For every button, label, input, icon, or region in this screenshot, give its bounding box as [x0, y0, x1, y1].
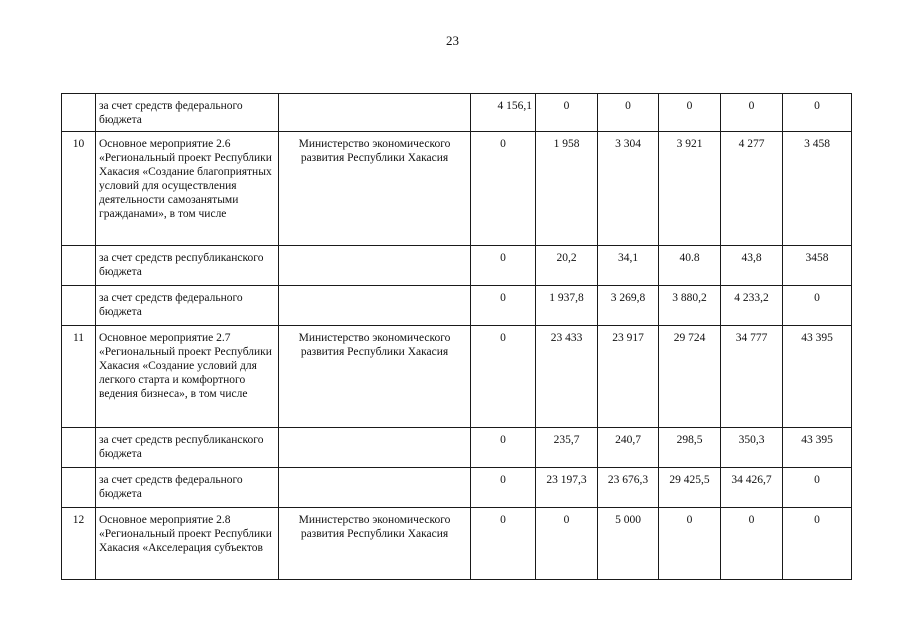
row-number: [62, 428, 96, 468]
row-responsible: [279, 94, 471, 132]
table-row: [62, 508, 852, 580]
value-cell: 0: [471, 508, 536, 580]
value-cell: 3458: [783, 246, 852, 286]
row-responsible: [279, 468, 471, 508]
value-cell: 0: [471, 246, 536, 286]
value-cell: 34,1: [598, 246, 659, 286]
row-description: Основное мероприятие 2.7 «Региональный проект Республики Хакасия «Создание условий для легкого старта и комфортного ведения бизнеса», в том числе: [96, 326, 279, 428]
row-number: 10: [62, 132, 96, 246]
value-cell: 4 156,1: [471, 94, 536, 132]
value-cell: 0: [471, 428, 536, 468]
value-cell: 0: [471, 326, 536, 428]
table-body: [62, 94, 852, 580]
row-responsible: [279, 286, 471, 326]
value-cell: 4 277: [721, 132, 783, 246]
value-cell: 0: [659, 508, 721, 580]
value-cell: 20,2: [536, 246, 598, 286]
value-cell: 5 000: [598, 508, 659, 580]
value-cell: 34 777: [721, 326, 783, 428]
value-cell: 0: [471, 286, 536, 326]
row-responsible: [279, 246, 471, 286]
value-cell: 0: [783, 508, 852, 580]
value-cell: 0: [598, 94, 659, 132]
value-cell: 29 724: [659, 326, 721, 428]
value-cell: 1 937,8: [536, 286, 598, 326]
table-row: [62, 286, 852, 326]
value-cell: 23 197,3: [536, 468, 598, 508]
value-cell: 3 269,8: [598, 286, 659, 326]
value-cell: 0: [721, 508, 783, 580]
value-cell: 235,7: [536, 428, 598, 468]
row-number: [62, 246, 96, 286]
value-cell: 240,7: [598, 428, 659, 468]
row-description: Основное мероприятие 2.6 «Региональный проект Республики Хакасия «Создание благоприятных условий для осуществления деятельности самозанятыми гражданами», в том числе: [96, 132, 279, 246]
value-cell: 3 921: [659, 132, 721, 246]
value-cell: 40.8: [659, 246, 721, 286]
table-row: [62, 428, 852, 468]
row-number: [62, 468, 96, 508]
value-cell: 0: [471, 132, 536, 246]
value-cell: 1 958: [536, 132, 598, 246]
row-description: Основное мероприятие 2.8 «Региональный проект Республики Хакасия «Акселерация субъектов: [96, 508, 279, 580]
value-cell: 29 425,5: [659, 468, 721, 508]
value-cell: 0: [783, 94, 852, 132]
value-cell: 43 395: [783, 326, 852, 428]
value-cell: 3 304: [598, 132, 659, 246]
row-number: [62, 94, 96, 132]
value-cell: 0: [536, 94, 598, 132]
value-cell: 3 458: [783, 132, 852, 246]
value-cell: 4 233,2: [721, 286, 783, 326]
table-row: [62, 94, 852, 132]
value-cell: 0: [783, 286, 852, 326]
value-cell: 23 433: [536, 326, 598, 428]
value-cell: 23 676,3: [598, 468, 659, 508]
row-responsible: Министерство экономического развития Республики Хакасия: [279, 508, 471, 580]
table-row: [62, 132, 852, 246]
row-description: за счет средств федерального бюджета: [96, 468, 279, 508]
value-cell: 0: [721, 94, 783, 132]
row-description: за счет средств федерального бюджета: [96, 94, 279, 132]
value-cell: 23 917: [598, 326, 659, 428]
table-row: [62, 468, 852, 508]
value-cell: 0: [471, 468, 536, 508]
row-responsible: Министерство экономического развития Республики Хакасия: [279, 326, 471, 428]
value-cell: 43 395: [783, 428, 852, 468]
value-cell: 0: [659, 94, 721, 132]
row-description: за счет средств федерального бюджета: [96, 286, 279, 326]
value-cell: 43,8: [721, 246, 783, 286]
row-number: 11: [62, 326, 96, 428]
row-number: [62, 286, 96, 326]
value-cell: 0: [783, 468, 852, 508]
value-cell: 3 880,2: [659, 286, 721, 326]
value-cell: 0: [536, 508, 598, 580]
row-number: 12: [62, 508, 96, 580]
table-row: [62, 326, 852, 428]
table-row: [62, 246, 852, 286]
value-cell: 298,5: [659, 428, 721, 468]
row-responsible: [279, 428, 471, 468]
row-description: за счет средств республиканского бюджета: [96, 246, 279, 286]
row-responsible: Министерство экономического развития Республики Хакасия: [279, 132, 471, 246]
row-description: за счет средств республиканского бюджета: [96, 428, 279, 468]
budget-table: [61, 93, 852, 580]
value-cell: 34 426,7: [721, 468, 783, 508]
value-cell: 350,3: [721, 428, 783, 468]
page-number: 23: [446, 33, 459, 48]
